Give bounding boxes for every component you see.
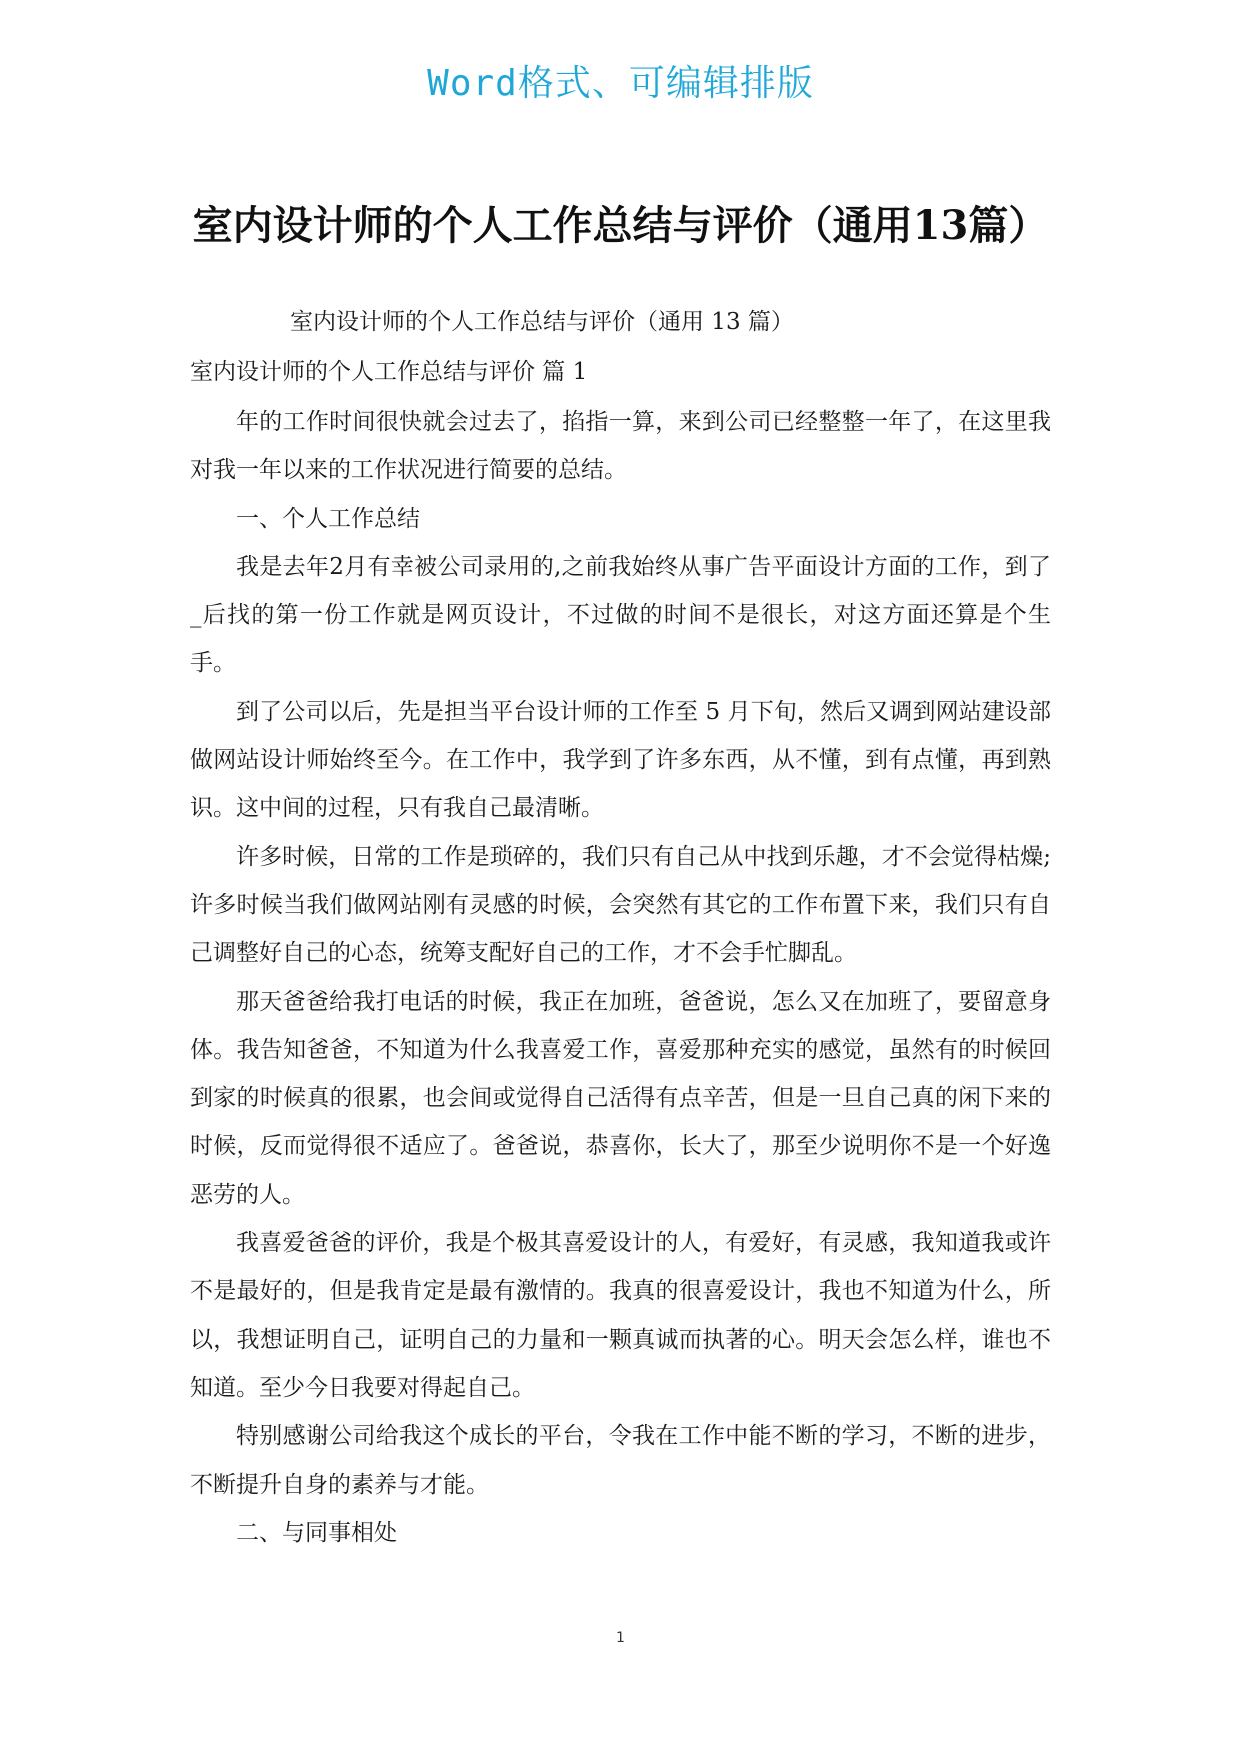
- paragraph: 许多时候，日常的工作是琐碎的，我们只有自己从中找到乐趣，才不会觉得枯燥;许多时候当我们做网站刚有灵感的时候，会突然有其它的工作布置下来，我们只有自己调整好自己的心态，统筹支配好自己的工作，才不会手忙脚乱。: [190, 843, 1051, 967]
- document-subtitle: 室内设计师的个人工作总结与评价（通用 13 篇）: [290, 309, 794, 335]
- page-number: 1: [616, 1630, 625, 1646]
- paragraph-heading: 一、个人工作总结: [236, 505, 420, 532]
- paragraph-heading: 二、与同事相处: [236, 1519, 397, 1546]
- document-title: 室内设计师的个人工作总结与评价（通用13篇）: [192, 202, 1049, 249]
- paragraph: 特别感谢公司给我这个成长的平台，令我在工作中能不断的学习，不断的进步，不断提升自身的素养与才能。: [190, 1423, 1051, 1498]
- body-text: [190, 398, 1051, 1557]
- paragraph: 年的工作时间很快就会过去了，掐指一算，来到公司已经整整一年了，在这里我对我一年以来的工作状况进行简要的总结。: [190, 409, 1051, 484]
- header-banner: Word格式、可编辑排版: [427, 63, 814, 104]
- section-heading: 室内设计师的个人工作总结与评价 篇 1: [190, 359, 588, 385]
- paragraph: 我喜爱爸爸的评价，我是个极其喜爱设计的人，有爱好，有灵感，我知道我或许不是最好的，但是我肯定是最有激情的。我真的很喜爱设计，我也不知道为什么，所以，我想证明自己，证明自己的力量和一颗真诚而执著的心。明天会怎么样，谁也不知道。至少今日我要对得起自己。: [190, 1230, 1051, 1401]
- paragraph: 我是去年2月有幸被公司录用的,之前我始终从事广告平面设计方面的工作，到了_后找的第一份工作就是网页设计，不过做的时间不是很长，对这方面还算是个生手。: [190, 553, 1051, 677]
- paragraph: 到了公司以后，先是担当平台设计师的工作至 5 月下旬，然后又调到网站建设部做网站设计师始终至今。在工作中，我学到了许多东西，从不懂，到有点懂，再到熟识。这中间的过程，只有我自己最清晰。: [190, 698, 1051, 822]
- paragraph: 那天爸爸给我打电话的时候，我正在加班，爸爸说，怎么又在加班了，要留意身体。我告知爸爸，不知道为什么我喜爱工作，喜爱那种充实的感觉，虽然有的时候回到家的时候真的很累，也会间或觉得自己活得有点辛苦，但是一旦自己真的闲下来的时候，反而觉得很不适应了。爸爸说，恭喜你，长大了，那至少说明你不是一个好逸恶劳的人。: [190, 988, 1051, 1208]
